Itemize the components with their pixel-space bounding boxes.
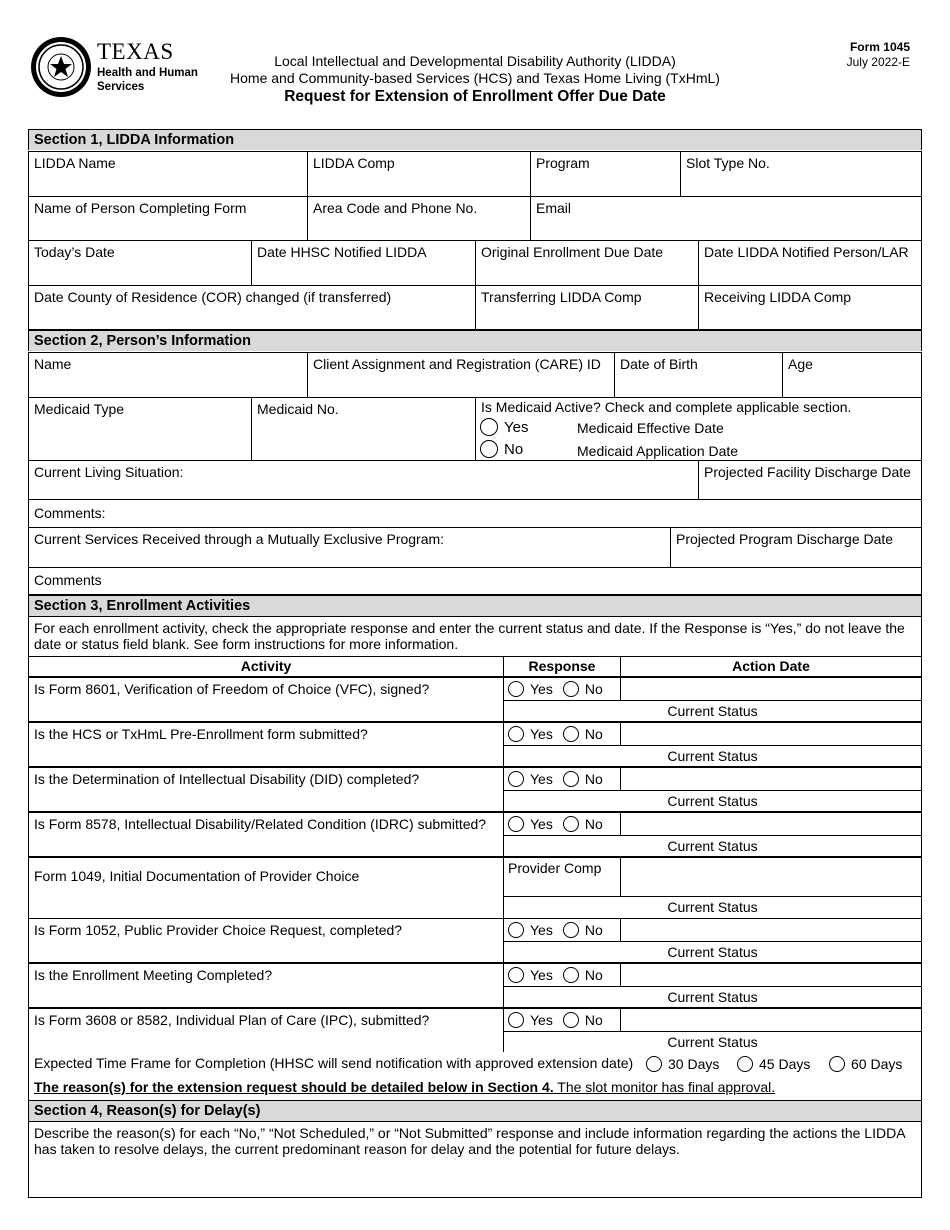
care-id-field[interactable] (307, 352, 615, 398)
lidda-comp-field[interactable] (307, 151, 531, 197)
current-status-field[interactable] (503, 1031, 922, 1053)
original-due-field[interactable] (475, 240, 699, 286)
response-no-radio[interactable] (563, 1012, 579, 1028)
reason-note-bold: The reason(s) for the extension request should be detailed below in Section 4. (34, 1079, 554, 1095)
current-status-label: Current Status (667, 703, 758, 719)
activity-cell (28, 767, 504, 812)
response-no-radio[interactable] (563, 681, 579, 697)
timeframe-label: Expected Time Frame for Completion (HHSC will send notification with approved extension date) (34, 1055, 634, 1071)
current-status-field[interactable] (503, 700, 922, 722)
response-yes-radio[interactable] (508, 967, 524, 983)
response-no-radio[interactable] (563, 771, 579, 787)
section2-heading: Section 2, Person’s Information (28, 330, 922, 351)
action-date-input[interactable] (620, 918, 922, 942)
logo-wordmark: TEXAS (97, 39, 174, 64)
response-no-option[interactable] (563, 725, 603, 741)
response-yes-option[interactable] (508, 1011, 553, 1027)
delay-reasons-description: Describe the reason(s) for each “No,” “Not Scheduled,” or “Not Submitted” response and include information regarding the actions the LIDDA has taken to resolve delays, the current predominant reason for delay and the potential for future delays. (34, 1125, 905, 1157)
timeframe-60-label: 60 Days (851, 1056, 903, 1073)
original-due-label: Original Enrollment Due Date (481, 244, 664, 260)
form-date: July 2022-E (846, 55, 910, 69)
response-cell (503, 677, 621, 701)
response-yes-label: Yes (530, 921, 553, 938)
page-title: Request for Extension of Enrollment Offer Due Date (284, 88, 666, 105)
response-yes-radio[interactable] (508, 726, 524, 742)
current-status-field[interactable] (503, 790, 922, 812)
activity-label: Is Form 1052, Public Provider Choice Request, completed? (34, 922, 403, 938)
logo-subtitle-2: Services (97, 81, 145, 93)
logo-subtitle-1: Health and Human (97, 67, 198, 79)
response-yes-label: Yes (530, 770, 553, 787)
medicaid-no-label: Medicaid No. (257, 401, 339, 417)
medicaid-active-question: Is Medicaid Active? Check and complete applicable section. (481, 399, 852, 415)
activity-label: Is the Enrollment Meeting Completed? (34, 967, 273, 983)
header-line-1: Local Intellectual and Developmental Disability Authority (LIDDA) (274, 53, 676, 69)
activity-label: Is Form 3608 or 8582, Individual Plan of Care (IPC), submitted? (34, 1012, 430, 1028)
slot-type-field[interactable] (680, 151, 922, 197)
response-no-option[interactable] (563, 680, 603, 696)
action-date-input[interactable] (620, 812, 922, 836)
care-id-label: Client Assignment and Registration (CARE) ID (313, 356, 601, 372)
response-yes-label: Yes (530, 1011, 553, 1028)
response-yes-option[interactable] (508, 966, 553, 982)
response-yes-radio[interactable] (508, 816, 524, 832)
response-no-label: No (584, 921, 603, 938)
response-yes-option[interactable] (508, 815, 553, 831)
activity-label: Is the HCS or TxHmL Pre-Enrollment form submitted? (34, 726, 368, 742)
action-date-input[interactable] (620, 677, 922, 701)
response-cell (503, 963, 621, 987)
response-yes-option[interactable] (508, 770, 553, 786)
response-no-option[interactable] (563, 770, 603, 786)
activity-cell (28, 963, 504, 1008)
current-status-label: Current Status (667, 838, 758, 854)
activity-cell (28, 1008, 504, 1053)
current-services-field[interactable] (28, 527, 671, 568)
cor-changed-label: Date County of Residence (COR) changed (if transferred) (34, 289, 392, 305)
living-situation-label: Current Living Situation: (34, 464, 184, 480)
current-status-label: Current Status (667, 793, 758, 809)
delay-reasons-field[interactable] (28, 1121, 922, 1198)
provider-comp-input[interactable] (620, 857, 922, 897)
slot-type-label: Slot Type No. (686, 155, 770, 171)
response-yes-label: Yes (530, 815, 553, 832)
response-yes-option[interactable] (508, 921, 553, 937)
response-yes-label: Yes (530, 966, 553, 983)
response-no-radio[interactable] (563, 726, 579, 742)
dob-field[interactable] (614, 352, 783, 398)
person-name-label: Name (34, 356, 72, 372)
age-label: Age (788, 356, 813, 372)
current-status-field[interactable] (503, 896, 922, 919)
timeframe-60-radio[interactable] (829, 1056, 845, 1072)
comments1-field[interactable] (28, 499, 922, 528)
activity-label: Is Form 8578, Intellectual Disability/Related Condition (IDRC) submitted? (34, 816, 487, 832)
cor-changed-field[interactable] (28, 285, 476, 330)
current-status-label: Current Status (667, 1034, 758, 1050)
current-status-label: Current Status (667, 989, 758, 1005)
timeframe-45-label: 45 Days (759, 1056, 811, 1073)
reason-note-rest: The slot monitor has final approval. (553, 1079, 776, 1095)
response-cell (503, 1008, 621, 1032)
facility-discharge-field[interactable] (698, 460, 922, 500)
program-label: Program (536, 155, 590, 171)
action-date-input[interactable] (620, 1008, 922, 1032)
lidda-notified-field[interactable] (698, 240, 922, 286)
living-situation-field[interactable] (28, 460, 699, 500)
response-no-radio[interactable] (563, 922, 579, 938)
activity-label: Is Form 8601, Verification of Freedom of Choice (VFC), signed? (34, 681, 430, 697)
age-field[interactable] (782, 352, 922, 398)
comments2-field[interactable] (28, 567, 922, 595)
program-discharge-field[interactable] (670, 527, 922, 568)
medicaid-no-label-text: No (504, 440, 524, 458)
timeframe-45-option[interactable] (737, 1055, 810, 1072)
response-cell (503, 767, 621, 791)
response-yes-option[interactable] (508, 680, 553, 696)
medicaid-no-radio[interactable] (480, 440, 498, 458)
medicaid-application-date-label: Medicaid Application Date (577, 443, 739, 459)
activity-label: Is the Determination of Intellectual Disability (DID) completed? (34, 771, 420, 787)
action-date-input[interactable] (620, 722, 922, 746)
todays-date-label: Today’s Date (34, 244, 115, 260)
response-no-label: No (584, 680, 603, 697)
col-action-date-header: Action Date (620, 656, 922, 677)
medicaid-no-option[interactable] (480, 440, 523, 458)
medicaid-yes-option[interactable] (480, 418, 528, 436)
section1-heading: Section 1, LIDDA Information (28, 129, 922, 150)
phone-field[interactable] (307, 196, 531, 241)
response-no-label: No (584, 725, 603, 742)
response-no-option[interactable] (563, 966, 603, 982)
comments2-label: Comments (34, 572, 102, 588)
provider-comp-label: Provider Comp (508, 860, 602, 876)
texas-hhs-seal-icon (30, 36, 92, 98)
response-no-radio[interactable] (563, 816, 579, 832)
response-cell (503, 722, 621, 746)
action-date-input[interactable] (620, 963, 922, 987)
response-no-label: No (584, 966, 603, 983)
hhsc-notified-field[interactable] (251, 240, 476, 286)
activity-label: Form 1049, Initial Documentation of Provider Choice (34, 868, 360, 884)
medicaid-yes-radio[interactable] (480, 418, 498, 436)
program-field[interactable] (530, 151, 681, 197)
person-completing-label: Name of Person Completing Form (34, 200, 247, 216)
response-cell (503, 918, 621, 942)
header-line-2: Home and Community-based Services (HCS) and Texas Home Living (TxHmL) (230, 70, 720, 86)
current-status-field[interactable] (503, 745, 922, 767)
response-no-label: No (584, 1011, 603, 1028)
response-yes-option[interactable] (508, 725, 553, 741)
activity-cell (28, 857, 504, 919)
current-status-field[interactable] (503, 986, 922, 1008)
current-status-label: Current Status (667, 899, 758, 915)
timeframe-30-label: 30 Days (668, 1056, 720, 1073)
response-yes-label: Yes (530, 680, 553, 697)
lidda-name-field[interactable] (28, 151, 308, 197)
response-no-label: No (584, 770, 603, 787)
col-response-header: Response (503, 656, 621, 677)
transferring-comp-label: Transferring LIDDA Comp (481, 289, 642, 305)
response-yes-label: Yes (530, 725, 553, 742)
lidda-name-label: LIDDA Name (34, 155, 116, 171)
activity-cell (28, 677, 504, 722)
response-no-label: No (584, 815, 603, 832)
todays-date-field[interactable] (28, 240, 252, 286)
current-status-field[interactable] (503, 835, 922, 857)
action-date-input[interactable] (620, 767, 922, 791)
response-yes-radio[interactable] (508, 681, 524, 697)
current-status-label: Current Status (667, 748, 758, 764)
timeframe-45-radio[interactable] (737, 1056, 753, 1072)
person-completing-field[interactable] (28, 196, 308, 241)
form-number: Form 1045 (849, 40, 910, 54)
response-yes-radio[interactable] (508, 922, 524, 938)
phone-label: Area Code and Phone No. (313, 200, 478, 216)
program-discharge-label: Projected Program Discharge Date (676, 531, 894, 547)
lidda-comp-label: LIDDA Comp (313, 155, 395, 171)
medicaid-no-field[interactable] (251, 397, 476, 461)
email-field[interactable] (530, 196, 922, 241)
receiving-comp-label: Receiving LIDDA Comp (704, 289, 852, 305)
response-no-radio[interactable] (563, 967, 579, 983)
response-no-option[interactable] (563, 815, 603, 831)
lidda-notified-label: Date LIDDA Notified Person/LAR (704, 244, 909, 260)
response-yes-radio[interactable] (508, 1012, 524, 1028)
section3-instructions: For each enrollment activity, check the appropriate response and enter the current status and date. If the Response is “Yes,” do not leave the date or status field blank. See form instructions for more information. (28, 616, 922, 657)
medicaid-effective-date-label: Medicaid Effective Date (577, 420, 724, 436)
activity-cell (28, 918, 504, 963)
reason-note (28, 1076, 922, 1100)
response-cell (503, 812, 621, 836)
response-yes-radio[interactable] (508, 771, 524, 787)
comments1-label: Comments: (34, 505, 106, 521)
provider-comp-cell (503, 857, 621, 897)
section3-heading: Section 3, Enrollment Activities (28, 595, 922, 616)
medicaid-yes-label: Yes (504, 418, 529, 436)
email-label: Email (536, 200, 572, 216)
dob-label: Date of Birth (620, 356, 698, 372)
hhsc-notified-label: Date HHSC Notified LIDDA (257, 244, 427, 260)
col-activity-header: Activity (28, 656, 504, 677)
timeframe-30-radio[interactable] (646, 1056, 662, 1072)
transferring-comp-field[interactable] (475, 285, 699, 330)
receiving-comp-field[interactable] (698, 285, 922, 330)
response-no-option[interactable] (563, 921, 603, 937)
activity-cell (28, 812, 504, 857)
person-name-field[interactable] (28, 352, 308, 398)
timeframe-60-option[interactable] (829, 1055, 902, 1072)
facility-discharge-label: Projected Facility Discharge Date (704, 464, 911, 480)
current-status-field[interactable] (503, 941, 922, 963)
timeframe-30-option[interactable] (646, 1055, 719, 1072)
medicaid-type-field[interactable] (28, 397, 252, 461)
current-services-label: Current Services Received through a Mutually Exclusive Program: (34, 531, 445, 547)
activity-cell (28, 722, 504, 767)
current-status-label: Current Status (667, 944, 758, 960)
medicaid-type-label: Medicaid Type (34, 401, 125, 417)
response-no-option[interactable] (563, 1011, 603, 1027)
section4-heading: Section 4, Reason(s) for Delay(s) (28, 1100, 922, 1121)
